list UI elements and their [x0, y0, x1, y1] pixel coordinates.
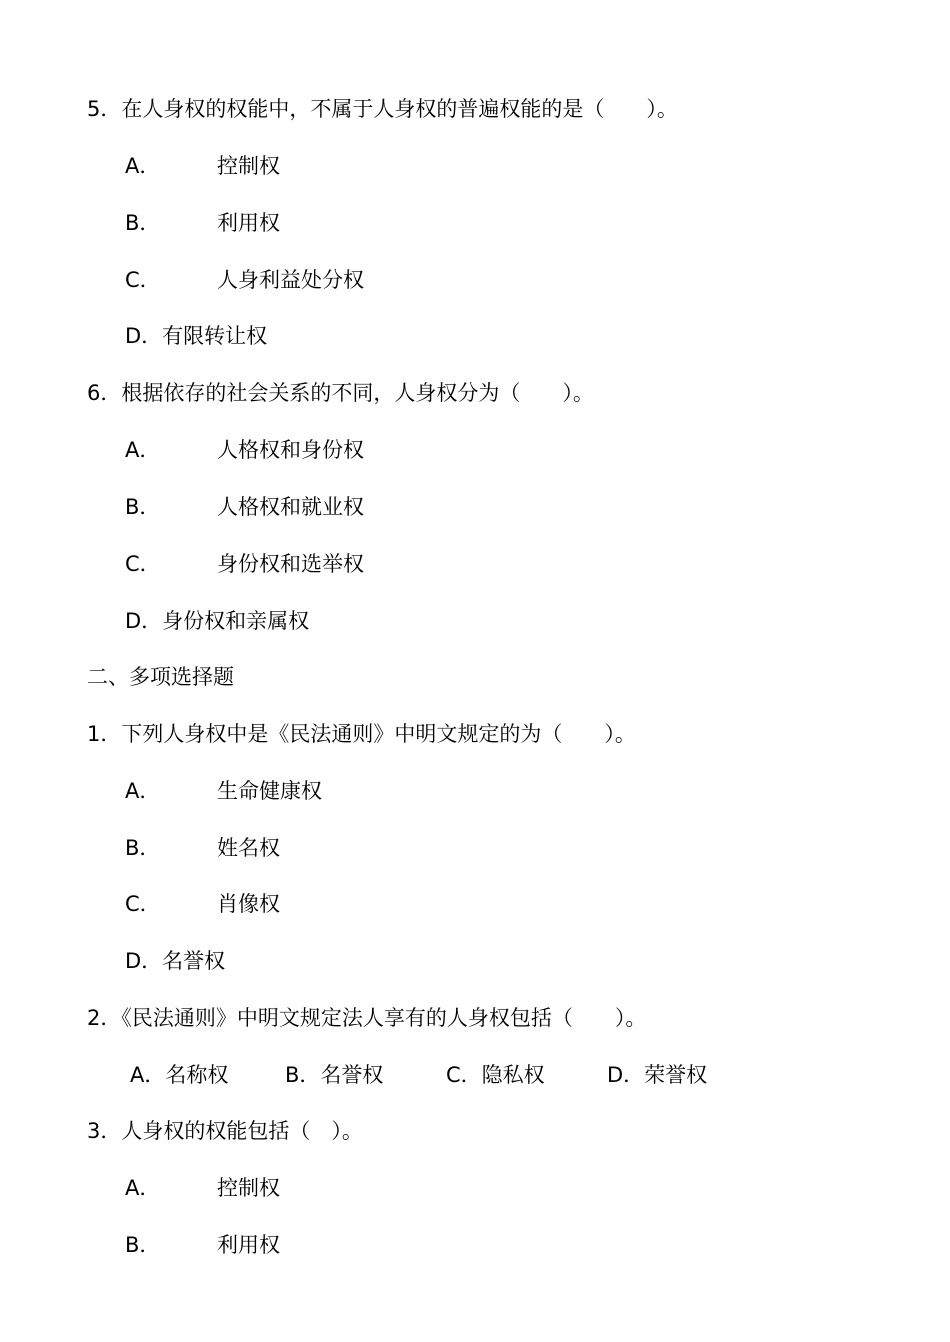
- option-letter: A．: [125, 154, 161, 178]
- option-text: 姓名权: [217, 836, 280, 860]
- option-letter: C．: [446, 1063, 482, 1087]
- question-5-stem: 5．在人身权的权能中，不属于人身权的普遍权能的是（ ）。: [87, 97, 678, 121]
- question-5-option-b: [125, 209, 280, 237]
- mc-question-2-stem: 2．《民法通则》中明文规定法人享有的人身权包括（ ）。: [87, 1006, 647, 1030]
- option-text: 利用权: [217, 1233, 280, 1257]
- option-letter: B．: [125, 1233, 161, 1257]
- question-6-option-b: [125, 493, 364, 521]
- option-text: 有限转让权: [162, 324, 268, 348]
- option-text: 人身利益处分权: [217, 268, 364, 292]
- option-letter: D．: [125, 949, 163, 973]
- option-letter: B．: [125, 836, 161, 860]
- option-letter: B．: [285, 1063, 321, 1087]
- option-letter: B．: [125, 211, 161, 235]
- option-letter: A．: [125, 779, 161, 803]
- option-text: 肖像权: [217, 892, 280, 916]
- mc-question-1-option-c: [125, 890, 280, 918]
- option-letter: C．: [125, 892, 161, 916]
- question-5-option-c: [125, 266, 364, 294]
- option-letter: C．: [125, 268, 161, 292]
- option-text: 隐私权: [481, 1063, 545, 1087]
- option-text: 人格权和就业权: [217, 495, 364, 519]
- mc-question-3-stem: 3．人身权的权能包括（ ）。: [87, 1119, 363, 1143]
- section-title-multiple-choice: 二、多项选择题: [87, 665, 234, 689]
- option-text: 控制权: [217, 1176, 280, 1200]
- question-5-option-d: [125, 322, 267, 350]
- option-text: 荣誉权: [644, 1063, 708, 1087]
- option-letter: A．: [125, 1176, 161, 1200]
- question-6-option-d: [125, 607, 309, 635]
- option-letter: D．: [125, 324, 163, 348]
- option-letter: A．: [125, 438, 161, 462]
- question-5-option-a: [125, 152, 280, 180]
- option-text: 控制权: [217, 154, 280, 178]
- option-text: 人格权和身份权: [217, 438, 364, 462]
- mc-question-3-option-a: [125, 1174, 280, 1202]
- mc-question-2-option-a: [130, 1061, 228, 1089]
- mc-question-1-option-b: [125, 834, 280, 862]
- mc-question-2-option-b: [285, 1061, 383, 1089]
- mc-question-1-option-d: [125, 947, 225, 975]
- question-6-option-c: [125, 550, 364, 578]
- mc-question-2-option-c: [446, 1061, 545, 1089]
- option-text: 名誉权: [162, 949, 226, 973]
- option-letter: A．: [130, 1063, 166, 1087]
- question-6-option-a: [125, 436, 364, 464]
- option-letter: C．: [125, 552, 161, 576]
- option-text: 利用权: [217, 211, 280, 235]
- option-text: 身份权和选举权: [217, 552, 364, 576]
- option-text: 名称权: [165, 1063, 229, 1087]
- question-6-stem: 6．根据依存的社会关系的不同，人身权分为（ ）。: [87, 381, 594, 405]
- mc-question-2-option-d: [607, 1061, 707, 1089]
- option-letter: D．: [125, 609, 163, 633]
- mc-question-1-option-a: [125, 777, 322, 805]
- option-text: 名誉权: [320, 1063, 384, 1087]
- mc-question-1-stem: 1．下列人身权中是《民法通则》中明文规定的为（ ）。: [87, 722, 636, 746]
- option-letter: D．: [607, 1063, 645, 1087]
- option-text: 生命健康权: [217, 779, 322, 803]
- mc-question-3-option-b: [125, 1231, 280, 1259]
- option-text: 身份权和亲属权: [162, 609, 310, 633]
- option-letter: B．: [125, 495, 161, 519]
